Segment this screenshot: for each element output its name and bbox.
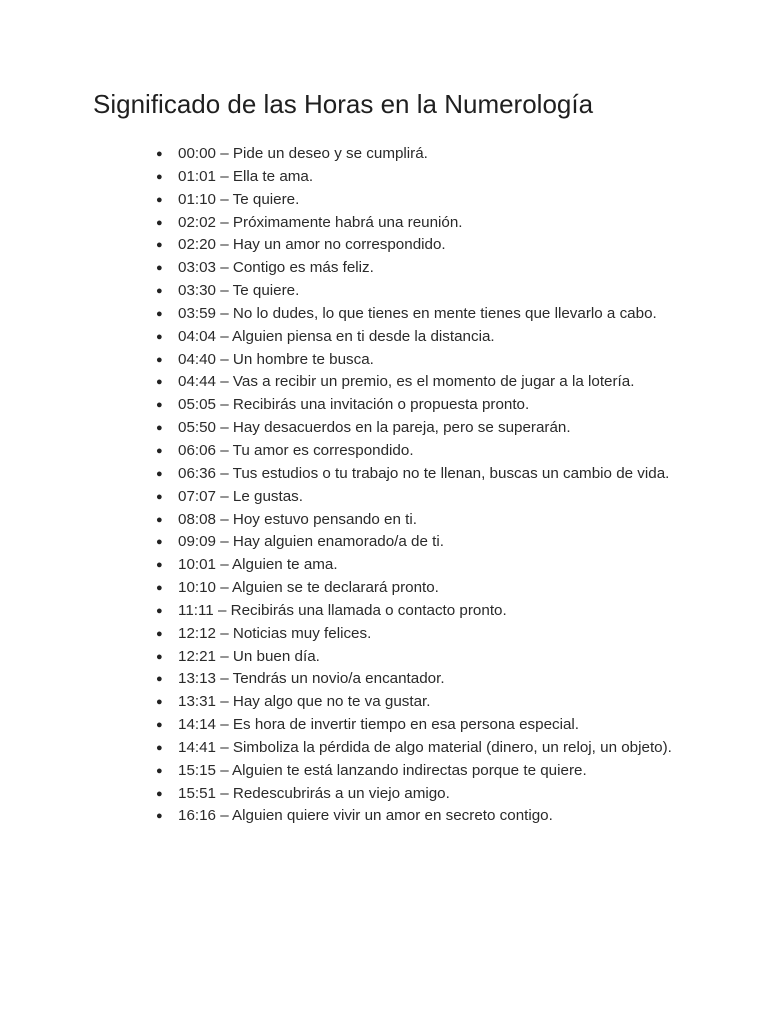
bullet-icon: ● [156,193,163,206]
list-item [156,714,678,737]
page-title: Significado de las Horas en la Numerología [93,89,594,119]
list-item-text: 05:05 – Recibirás una invitación o propuesta pronto. [178,396,530,414]
list-item-text: 15:51 – Redescubrirás a un viejo amigo. [178,784,450,802]
bullet-icon: ● [156,444,163,457]
list-item [156,646,678,669]
list-item [156,509,678,532]
list-item [156,668,678,691]
list-item-text: 00:00 – Pide un deseo y se cumplirá. [178,145,428,162]
bullet-icon: ● [156,399,163,412]
list-item-text: 01:10 – Te quiere. [178,190,300,208]
list-item [156,257,678,280]
list-item [156,463,678,486]
list-item-text: 11:11 – Recibirás una llamada o contacto pronto. [178,601,507,619]
list-item [156,805,678,828]
list-item-text: 05:50 – Hay desacuerdos en la pareja, pero se superarán. [178,419,571,437]
list-item [156,737,678,760]
list-item [156,189,678,212]
bullet-icon: ● [156,810,163,823]
bullet-icon: ● [156,650,163,663]
bullet-icon: ● [156,559,163,572]
list-item [156,234,678,257]
list-item-text: 07:07 – Le gustas. [178,487,303,505]
list-item [156,554,678,577]
list-item-text: 03:03 – Contigo es más feliz. [178,259,374,277]
list-item-text: 12:12 – Noticias muy felices. [178,624,372,642]
list-item-text: 12:21 – Un buen día. [178,647,320,665]
list-item-text: 13:31 – Hay algo que no te va gustar. [178,693,431,711]
bullet-icon: ● [156,764,163,777]
list-item-text: 10:10 – Alguien se te declarará pronto. [178,579,439,597]
list-item [156,600,678,623]
list-item [156,440,678,463]
list-item [156,143,678,166]
list-item-text: 04:40 – Un hombre te busca. [178,350,374,368]
list-item-text: 09:09 – Hay alguien enamorado/a de ti. [178,533,444,551]
list-item-text: 04:44 – Vas a recibir un premio, es el momento de jugar a la lotería. [178,373,635,391]
list-item [156,783,678,806]
bullet-icon: ● [156,536,163,549]
bullet-icon: ● [156,627,163,640]
list-item [156,760,678,783]
bullet-icon: ● [156,239,163,252]
bullet-icon: ● [156,673,163,686]
list-item-text: 06:06 – Tu amor es correspondido. [178,441,414,459]
list-item-text: 16:16 – Alguien quiere vivir un amor en secreto contigo. [178,807,553,825]
hour-meaning-list [156,143,678,828]
list-item [156,326,678,349]
list-item-text: 14:14 – Es hora de invertir tiempo en esa persona especial. [178,716,580,734]
list-item-text: 08:08 – Hoy estuvo pensando en ti. [178,510,417,528]
bullet-icon: ● [156,604,163,617]
list-item [156,417,678,440]
bullet-icon: ● [156,513,163,526]
bullet-icon: ● [156,490,163,503]
list-item-text: 03:59 – No lo dudes, lo que tienes en mente tienes que llevarlo a cabo. [178,304,657,322]
list-item [156,486,678,509]
bullet-icon: ● [156,467,163,480]
list-item-text: 06:36 – Tus estudios o tu trabajo no te llenan, buscas un cambio de vida. [178,464,670,482]
list-item-text: 15:15 – Alguien te está lanzando indirectas porque te quiere. [178,761,587,779]
bullet-icon: ● [156,307,163,320]
list-item-text: 13:13 – Tendrás un novio/a encantador. [178,670,445,688]
bullet-icon: ● [156,216,163,229]
bullet-icon: ● [156,787,163,800]
bullet-icon: ● [156,376,163,389]
bullet-icon: ● [156,582,163,595]
bullet-icon: ● [156,696,163,709]
list-item-text: 02:20 – Hay un amor no correspondido. [178,236,446,254]
list-item-text: 02:02 – Próximamente habrá una reunión. [178,213,463,231]
list-item [156,166,678,189]
list-item [156,394,678,417]
list-item [156,691,678,714]
list-item [156,349,678,372]
list-item-text: 10:01 – Alguien te ama. [178,556,338,574]
list-item [156,623,678,646]
list-item-text: 03:30 – Te quiere. [178,282,300,300]
list-item-text: 04:04 – Alguien piensa en ti desde la distancia. [178,327,495,345]
bullet-icon: ● [156,422,163,435]
bullet-icon: ● [156,353,163,366]
bullet-icon: ● [156,262,163,275]
bullet-icon: ● [156,330,163,343]
list-item-text: 01:01 – Ella te ama. [178,167,314,185]
list-item [156,280,678,303]
list-item [156,577,678,600]
bullet-icon: ● [156,719,163,732]
list-item [156,212,678,235]
list-item [156,371,678,394]
bullet-icon: ● [156,148,163,160]
bullet-icon: ● [156,170,163,183]
list-item [156,303,678,326]
bullet-icon: ● [156,285,163,298]
bullet-icon: ● [156,741,163,754]
list-item-text: 14:41 – Simboliza la pérdida de algo material (dinero, un reloj, un objeto). [178,738,672,756]
list-item [156,531,678,554]
